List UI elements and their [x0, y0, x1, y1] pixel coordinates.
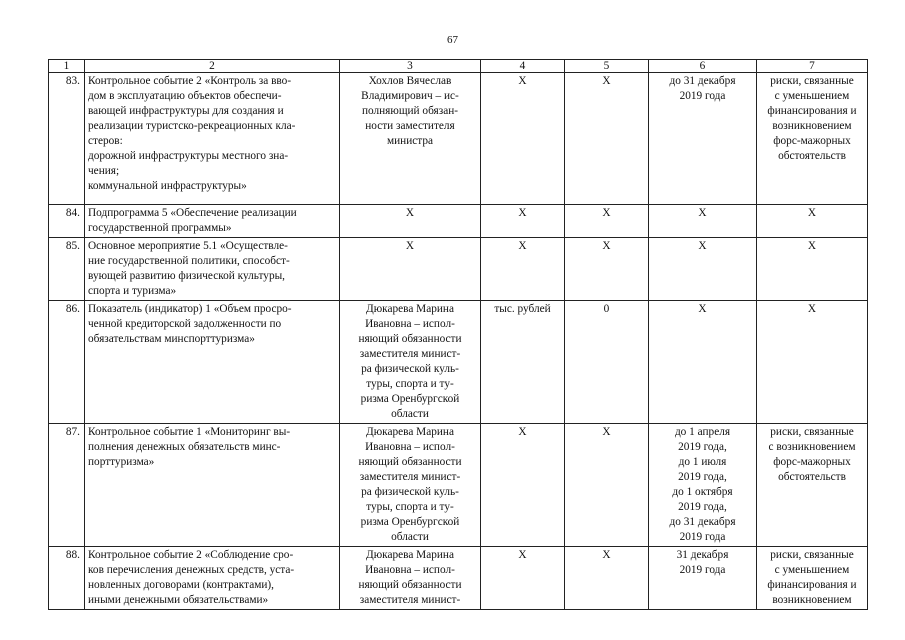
- row-number: 85.: [49, 238, 85, 301]
- text-line: финансирования и: [767, 105, 857, 117]
- base-value: [565, 424, 649, 547]
- unit-value: [481, 547, 565, 610]
- column-header: 5: [565, 60, 649, 73]
- text-line: риски, связанные: [770, 426, 854, 438]
- text-line: 31 декабря: [676, 549, 729, 561]
- text-line: 2019 года,: [678, 471, 727, 483]
- item-description: [85, 238, 340, 301]
- text-line: Контрольное событие 2 «Контроль за вво-: [88, 75, 292, 87]
- text-line: Х: [602, 549, 611, 561]
- text-line: Показатель (индикатор) 1 «Объем просро-: [88, 303, 292, 315]
- base-value: [565, 238, 649, 301]
- item-description: [85, 73, 340, 205]
- risks: [757, 424, 868, 547]
- text-line: Х: [807, 207, 817, 219]
- text-line: государственной программы»: [88, 222, 232, 234]
- base-value: [565, 73, 649, 205]
- deadline: [649, 301, 757, 424]
- text-line: туры, спорта и ту-: [366, 501, 454, 513]
- text-line: реализации туристско-рекреационных кла-: [88, 120, 296, 132]
- text-line: дорожной инфраструктуры местного зна-: [88, 150, 289, 162]
- text-line: ра физической куль-: [361, 486, 459, 498]
- risks: [757, 73, 868, 205]
- column-header: 1: [49, 60, 85, 73]
- deadline: [649, 424, 757, 547]
- text-line: заместителя минист-: [359, 594, 461, 606]
- unit-value: [481, 238, 565, 301]
- item-description: [85, 205, 340, 238]
- unit-value: [481, 301, 565, 424]
- column-header: 2: [85, 60, 340, 73]
- text-line: няющий обязанности: [358, 333, 462, 345]
- text-line: коммунальной инфраструктуры»: [88, 180, 247, 192]
- text-line: Подпрограмма 5 «Обеспечение реализации: [88, 207, 297, 219]
- text-line: Х: [602, 207, 611, 219]
- text-line: Х: [698, 240, 707, 252]
- text-line: ние государственной политики, способст-: [88, 255, 290, 267]
- table-row: [49, 301, 868, 424]
- column-header: 3: [340, 60, 481, 73]
- text-line: Х: [698, 207, 707, 219]
- text-line: Х: [518, 549, 527, 561]
- text-line: Х: [698, 303, 707, 315]
- column-header: 4: [481, 60, 565, 73]
- risks: [757, 205, 868, 238]
- text-line: ности заместителя: [365, 120, 455, 132]
- responsible-person: [340, 205, 481, 238]
- base-value: [565, 547, 649, 610]
- text-line: 2019 года: [679, 90, 726, 102]
- text-line: 2019 года: [679, 531, 726, 543]
- text-line: Х: [807, 303, 817, 315]
- text-line: Хохлов Вячеслав: [368, 75, 452, 87]
- text-line: 2019 года: [679, 564, 726, 576]
- text-line: туры, спорта и ту-: [366, 378, 454, 390]
- text-line: до 31 декабря: [669, 516, 736, 528]
- text-line: ченной кредиторской задолженности по: [88, 318, 282, 330]
- text-line: вающей инфраструктуры для создания и: [88, 105, 284, 117]
- text-line: иными денежными обязательствами»: [88, 594, 269, 606]
- row-number: 86.: [49, 301, 85, 424]
- text-line: до 31 декабря: [669, 75, 736, 87]
- table-row: [49, 73, 868, 205]
- row-number: 88.: [49, 547, 85, 610]
- column-header: 6: [649, 60, 757, 73]
- risks: [757, 238, 868, 301]
- base-value: [565, 205, 649, 238]
- text-line: няющий обязанности: [358, 456, 462, 468]
- text-line: области: [391, 531, 429, 543]
- text-line: до 1 октября: [672, 486, 733, 498]
- deadline: [649, 205, 757, 238]
- responsible-person: [340, 547, 481, 610]
- text-line: Дюкарева Марина: [366, 303, 454, 315]
- table-row: [49, 205, 868, 238]
- text-line: возникновением: [772, 120, 852, 132]
- text-line: Х: [518, 426, 527, 438]
- text-line: полняющий обязан-: [361, 105, 459, 117]
- text-line: министра: [386, 135, 434, 147]
- base-value: [565, 301, 649, 424]
- text-line: Контрольное событие 2 «Соблюдение сро-: [88, 549, 294, 561]
- text-line: Х: [405, 207, 415, 219]
- deadline: [649, 238, 757, 301]
- text-line: до 1 июля: [678, 456, 727, 468]
- responsible-person: [340, 73, 481, 205]
- text-line: ризма Оренбургской: [360, 393, 460, 405]
- text-line: с возникновением: [768, 441, 856, 453]
- text-line: обязательствам минспорттуризма»: [88, 333, 255, 345]
- table-row: [49, 238, 868, 301]
- text-line: области: [391, 408, 429, 420]
- text-line: обстоятельств: [778, 150, 846, 162]
- text-line: Ивановна – испол-: [365, 441, 455, 453]
- item-description: [85, 301, 340, 424]
- unit-value: [481, 73, 565, 205]
- text-line: порттуризма»: [88, 456, 155, 468]
- text-line: с уменьшением: [774, 90, 850, 102]
- text-line: Владимирович – ис-: [361, 90, 459, 102]
- text-line: вующей развитию физической культуры,: [88, 270, 286, 282]
- text-line: заместителя минист-: [359, 348, 461, 360]
- text-line: новленных договорами (контрактами),: [88, 579, 274, 591]
- row-number: 87.: [49, 424, 85, 547]
- text-line: Х: [405, 240, 415, 252]
- item-description: [85, 424, 340, 547]
- text-line: спорта и туризма»: [88, 285, 177, 297]
- text-line: ра физической куль-: [361, 363, 459, 375]
- table-row: [49, 424, 868, 547]
- text-line: форс-мажорных: [773, 135, 851, 147]
- text-line: Ивановна – испол-: [365, 318, 455, 330]
- risks: [757, 547, 868, 610]
- deadline: [649, 547, 757, 610]
- text-line: финансирования и: [767, 579, 857, 591]
- plan-table: [48, 59, 868, 610]
- unit-value: [481, 424, 565, 547]
- responsible-person: [340, 301, 481, 424]
- text-line: тыс. рублей: [494, 303, 551, 315]
- text-line: возникновением: [772, 594, 852, 606]
- risks: [757, 301, 868, 424]
- text-line: полнения денежных обязательств минс-: [88, 441, 281, 453]
- column-header: 7: [757, 60, 868, 73]
- row-number: 83.: [49, 73, 85, 205]
- text-line: Х: [602, 426, 611, 438]
- page-number: 67: [447, 34, 458, 46]
- text-line: 2019 года,: [678, 441, 727, 453]
- unit-value: [481, 205, 565, 238]
- table-row: [49, 547, 868, 610]
- text-line: обстоятельств: [778, 471, 846, 483]
- text-line: Ивановна – испол-: [365, 564, 455, 576]
- row-number: 84.: [49, 205, 85, 238]
- text-line: Х: [807, 240, 817, 252]
- text-line: риски, связанные: [770, 75, 854, 87]
- column-number-row: [49, 60, 868, 73]
- text-line: Х: [602, 240, 611, 252]
- responsible-person: [340, 424, 481, 547]
- text-line: риски, связанные: [770, 549, 854, 561]
- text-line: ков перечисления денежных средств, уста-: [88, 564, 295, 576]
- text-line: 2019 года,: [678, 501, 727, 513]
- text-line: Х: [518, 240, 527, 252]
- deadline: [649, 73, 757, 205]
- text-line: Контрольное событие 1 «Мониторинг вы-: [88, 426, 291, 438]
- text-line: Дюкарева Марина: [366, 549, 454, 561]
- text-line: Х: [602, 75, 611, 87]
- text-line: чения;: [88, 165, 120, 177]
- text-line: дом в эксплуатацию объектов обеспечи-: [88, 90, 282, 102]
- text-line: с уменьшением: [774, 564, 850, 576]
- text-line: Основное мероприятие 5.1 «Осуществле-: [88, 240, 288, 252]
- text-line: стеров:: [88, 135, 123, 147]
- text-line: ризма Оренбургской: [360, 516, 460, 528]
- text-line: Х: [518, 207, 527, 219]
- text-line: заместителя минист-: [359, 471, 461, 483]
- text-line: 0: [603, 303, 610, 315]
- text-line: няющий обязанности: [358, 579, 462, 591]
- responsible-person: [340, 238, 481, 301]
- text-line: до 1 апреля: [674, 426, 731, 438]
- item-description: [85, 547, 340, 610]
- text-line: Х: [518, 75, 527, 87]
- text-line: Дюкарева Марина: [366, 426, 454, 438]
- text-line: форс-мажорных: [773, 456, 851, 468]
